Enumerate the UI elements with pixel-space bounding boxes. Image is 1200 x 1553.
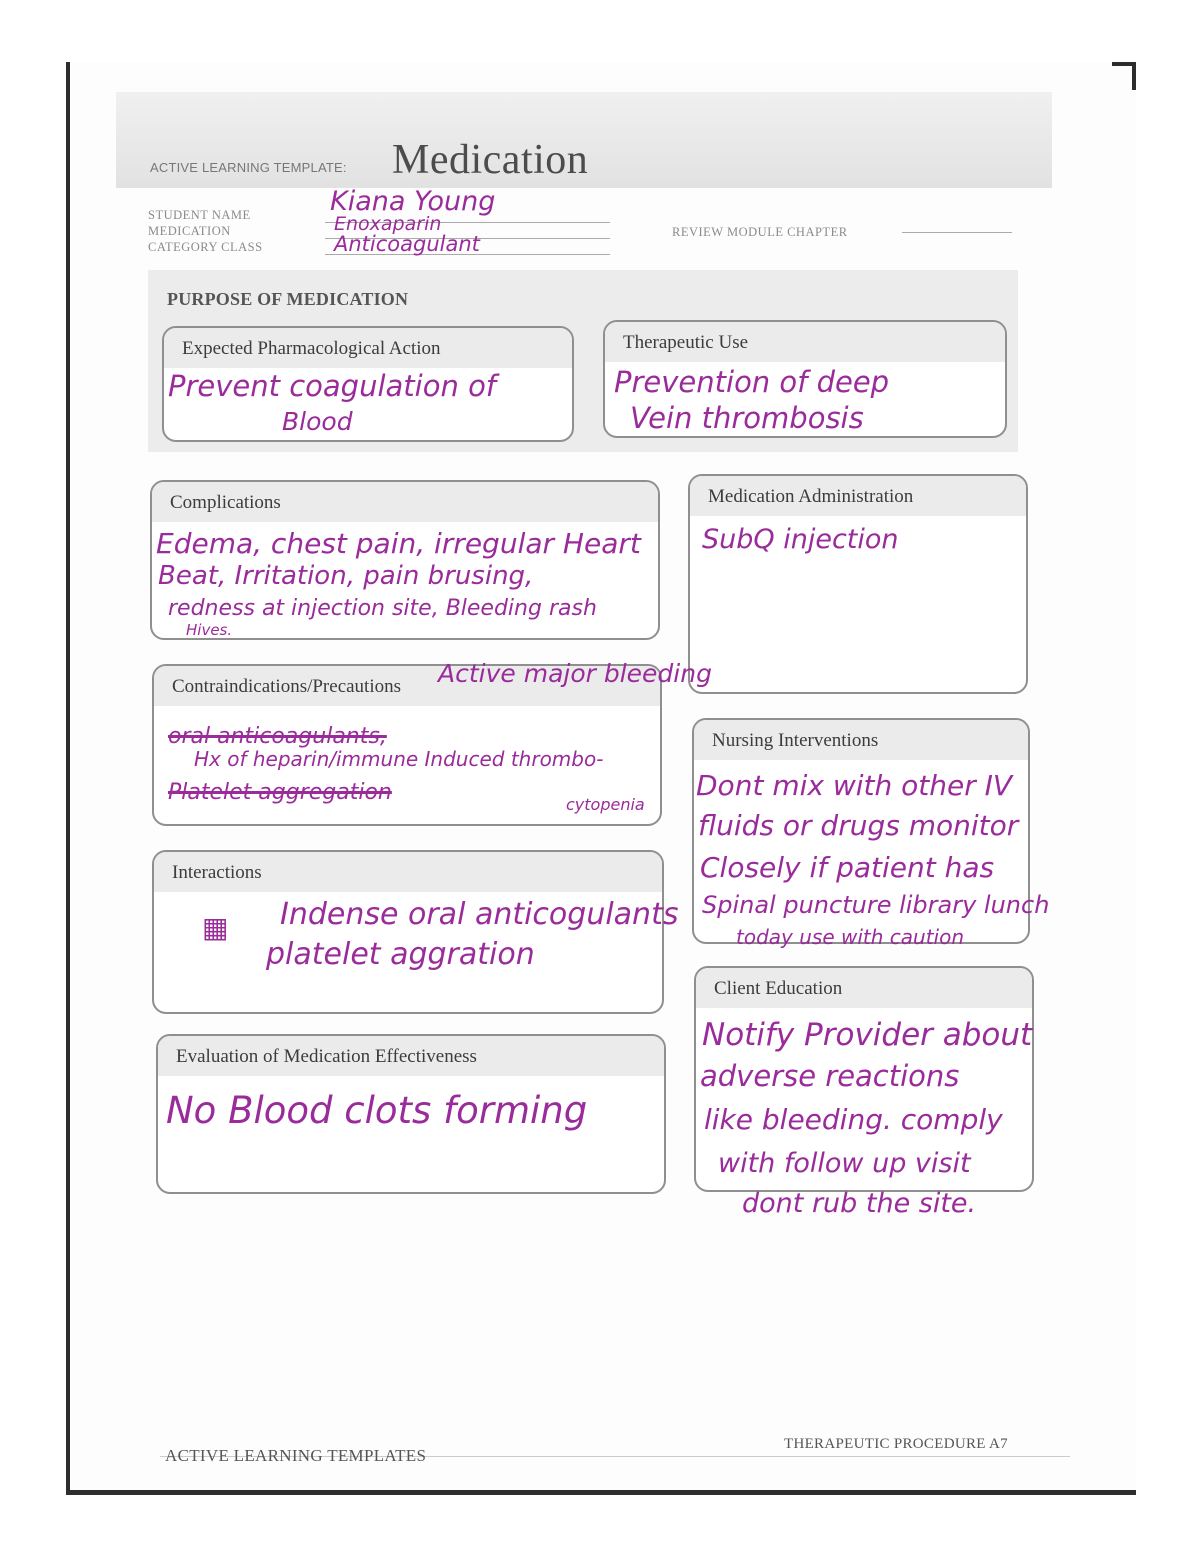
contraindications-line-2: Hx of heparin/immune Induced thrombo- xyxy=(194,747,604,771)
medication-label: MEDICATION xyxy=(148,224,231,238)
medication-administration-box xyxy=(688,474,1028,694)
evaluation-value: No Blood clots forming xyxy=(166,1089,588,1132)
nursing-line-5: today use with caution xyxy=(736,925,965,949)
student-name-value: Kiana Young xyxy=(330,186,496,217)
category-value: Anticoagulant xyxy=(334,232,480,256)
complications-line-3: redness at injection site, Bleeding rash xyxy=(168,596,597,621)
education-line-4: with follow up visit xyxy=(718,1148,971,1179)
template-title: Medication xyxy=(392,137,589,183)
complications-line-2: Beat, Irritation, pain brusing, xyxy=(158,561,534,591)
pharmacological-action-label: Expected Pharmacological Action xyxy=(182,338,441,359)
education-line-2: adverse reactions xyxy=(700,1059,960,1093)
education-line-5: dont rub the site. xyxy=(742,1188,977,1219)
pharmacological-action-line-1: Prevent coagulation of xyxy=(168,369,497,403)
complications-line-4: Hives. xyxy=(186,621,233,639)
category-label: CATEGORY CLASS xyxy=(148,240,263,254)
therapeutic-use-line-2: Vein thrombosis xyxy=(630,401,864,435)
contraindications-annotation: Active major bleeding xyxy=(438,659,712,688)
contraindications-line-4: cytopenia xyxy=(566,795,645,814)
pharmacological-action-line-2: Blood xyxy=(282,407,353,436)
client-education-label: Client Education xyxy=(714,978,843,999)
review-module-label: REVIEW MODULE CHAPTER xyxy=(672,225,848,239)
complications-line-1: Edema, chest pain, irregular Heart xyxy=(156,527,641,560)
interactions-label: Interactions xyxy=(172,862,262,883)
contraindications-struck-3: Platelet aggregation xyxy=(168,780,392,805)
footer-left: ACTIVE LEARNING TEMPLATES xyxy=(165,1446,427,1465)
nursing-line-1: Dont mix with other IV xyxy=(696,769,1013,802)
sheet-corner xyxy=(1112,62,1136,90)
nursing-line-4: Spinal puncture library lunch xyxy=(702,891,1050,919)
interactions-line-2: platelet aggration xyxy=(266,937,535,972)
education-line-1: Notify Provider about xyxy=(702,1017,1033,1053)
medication-value: Enoxaparin xyxy=(334,213,442,235)
nursing-line-2: fluids or drugs monitor xyxy=(698,809,1019,842)
medication-administration-value: SubQ injection xyxy=(702,524,899,555)
medication-administration-label: Medication Administration xyxy=(708,486,914,507)
complications-label: Complications xyxy=(170,492,281,513)
interactions-line-1: Indense oral anticogulants xyxy=(280,897,679,932)
purpose-title: PURPOSE OF MEDICATION xyxy=(167,289,409,309)
nursing-line-3: Closely if patient has xyxy=(700,851,995,884)
therapeutic-use-line-1: Prevention of deep xyxy=(614,365,890,399)
review-module-line xyxy=(902,232,1012,233)
education-line-3: like bleeding. comply xyxy=(704,1103,1003,1136)
nursing-interventions-label: Nursing Interventions xyxy=(712,730,879,751)
footer-right: THERAPEUTIC PROCEDURE A7 xyxy=(784,1436,1008,1452)
therapeutic-use-label: Therapeutic Use xyxy=(623,332,749,353)
interactions-scribble: ▦ xyxy=(202,911,229,944)
template-label: ACTIVE LEARNING TEMPLATE: xyxy=(150,160,347,175)
student-name-label: STUDENT NAME xyxy=(148,208,251,222)
contraindications-struck-1: oral anticoagulants, xyxy=(168,724,387,749)
evaluation-label: Evaluation of Medication Effectiveness xyxy=(176,1046,477,1067)
contraindications-label: Contraindications/Precautions xyxy=(172,676,402,697)
